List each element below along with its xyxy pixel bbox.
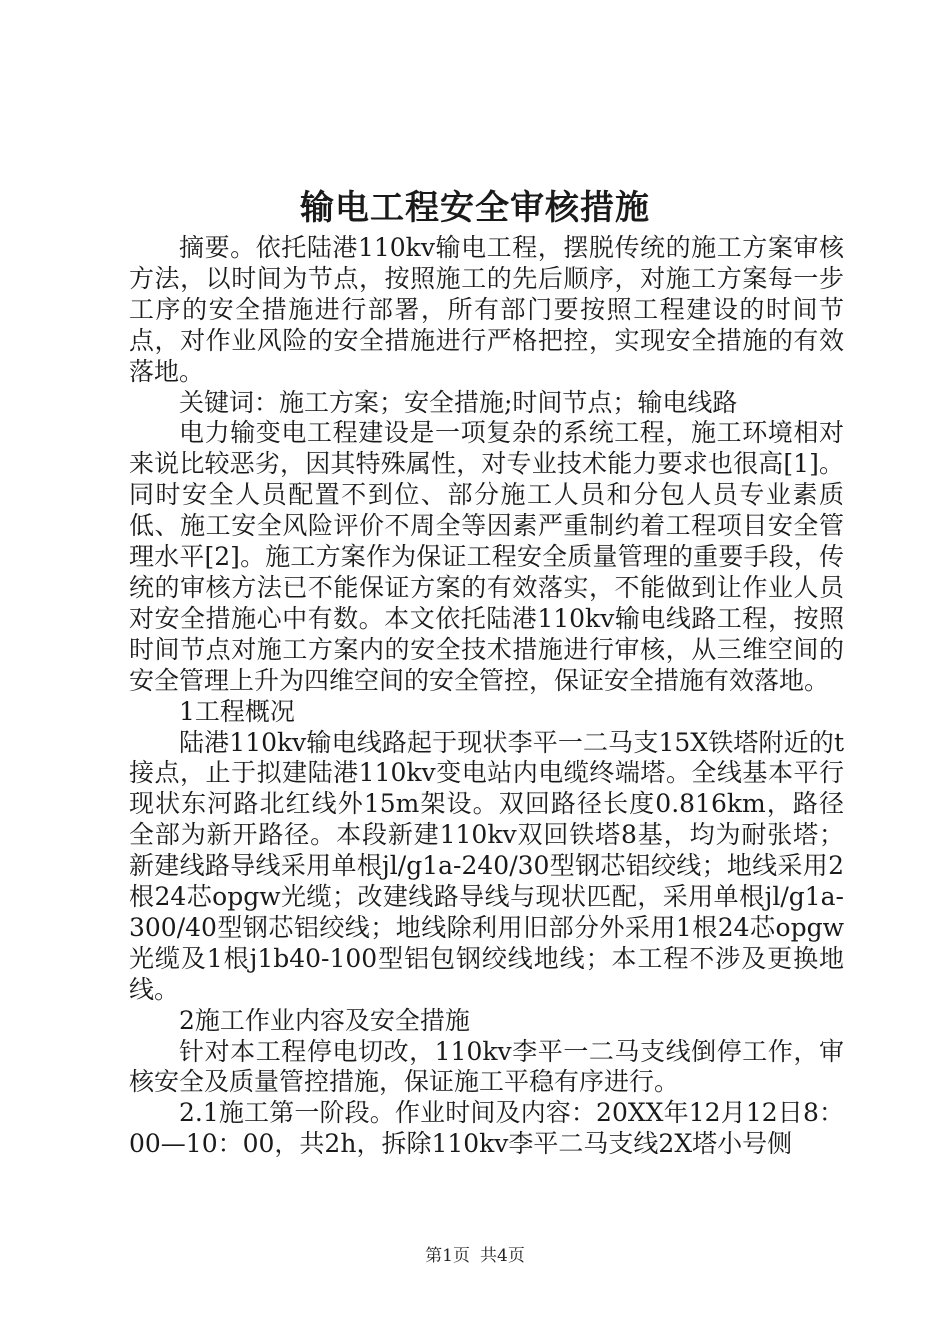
document-title: 输电工程安全审核措施 bbox=[300, 188, 650, 228]
stage-1-paragraph: 2.1施工第一阶段。作业时间及内容：20XX年12月12日8：00—10：00，共2h，拆除110kv李平二马支线2X塔小号侧 bbox=[129, 1098, 844, 1159]
abstract-paragraph: 摘要。依托陆港110kv输电工程，摆脱传统的施工方案审核方法，以时间为节点，按照施工的先后顺序，对施工方案每一步工序的安全措施进行部署，所有部门要按照工程建设的时间节点，对作业风险的安全措施进行严格把控，实现安全措施的有效落地。 bbox=[129, 233, 844, 386]
document-body bbox=[129, 233, 844, 1160]
section-heading-2: 2施工作业内容及安全措施 bbox=[179, 1005, 470, 1035]
intro-paragraph: 电力输变电工程建设是一项复杂的系统工程，施工环境相对来说比较恶劣，因其特殊属性，对专业技术能力要求也很高[1]。同时安全人员配置不到位、部分施工人员和分包人员专业素质低、施工安全风险评价不周全等因素严重制约着工程项目安全管理水平[2]。施工方案作为保证工程安全质量管理的重要手段，传统的审核方法已不能保证方案的有效落实，不能做到让作业人员对安全措施心中有数。本文依托陆港110kv输电线路工程，按照时间节点对施工方案内的安全技术措施进行审核，从三维空间的安全管理上升为四维空间的安全管控，保证安全措施有效落地。 bbox=[129, 418, 844, 695]
measures-paragraph: 针对本工程停电切改，110kv李平一二马支线倒停工作，审核安全及质量管控措施，保证施工平稳有序进行。 bbox=[129, 1036, 844, 1097]
page-total: 共4页 bbox=[480, 1246, 525, 1266]
section-heading-1: 1工程概况 bbox=[179, 696, 295, 726]
overview-paragraph: 陆港110kv输电线路起于现状李平一二马支15X铁塔附近的t接点，止于拟建陆港110kv变电站内电缆终端塔。全线基本平行现状东河路北红线外15m架设。双回路径长度0.816km，路径全部为新开路径。本段新建110kv双回铁塔8基，均为耐张塔；新建线路导线采用单根jl/g1a-240/30型钢芯铝绞线；地线采用2根24芯opgw光缆；改建线路导线与现状匹配，采用单根jl/g1a-300/40型钢芯铝绞线；地线除利用旧部分外采用1根24芯opgw光缆及1根j1b40-100型铝包钢绞线地线；本工程不涉及更换地线。 bbox=[129, 727, 844, 1004]
page-footer bbox=[0, 1244, 950, 1268]
keywords-paragraph: 关键词：施工方案；安全措施;时间节点；输电线路 bbox=[179, 387, 738, 417]
page-number: 第1页 bbox=[425, 1246, 470, 1266]
